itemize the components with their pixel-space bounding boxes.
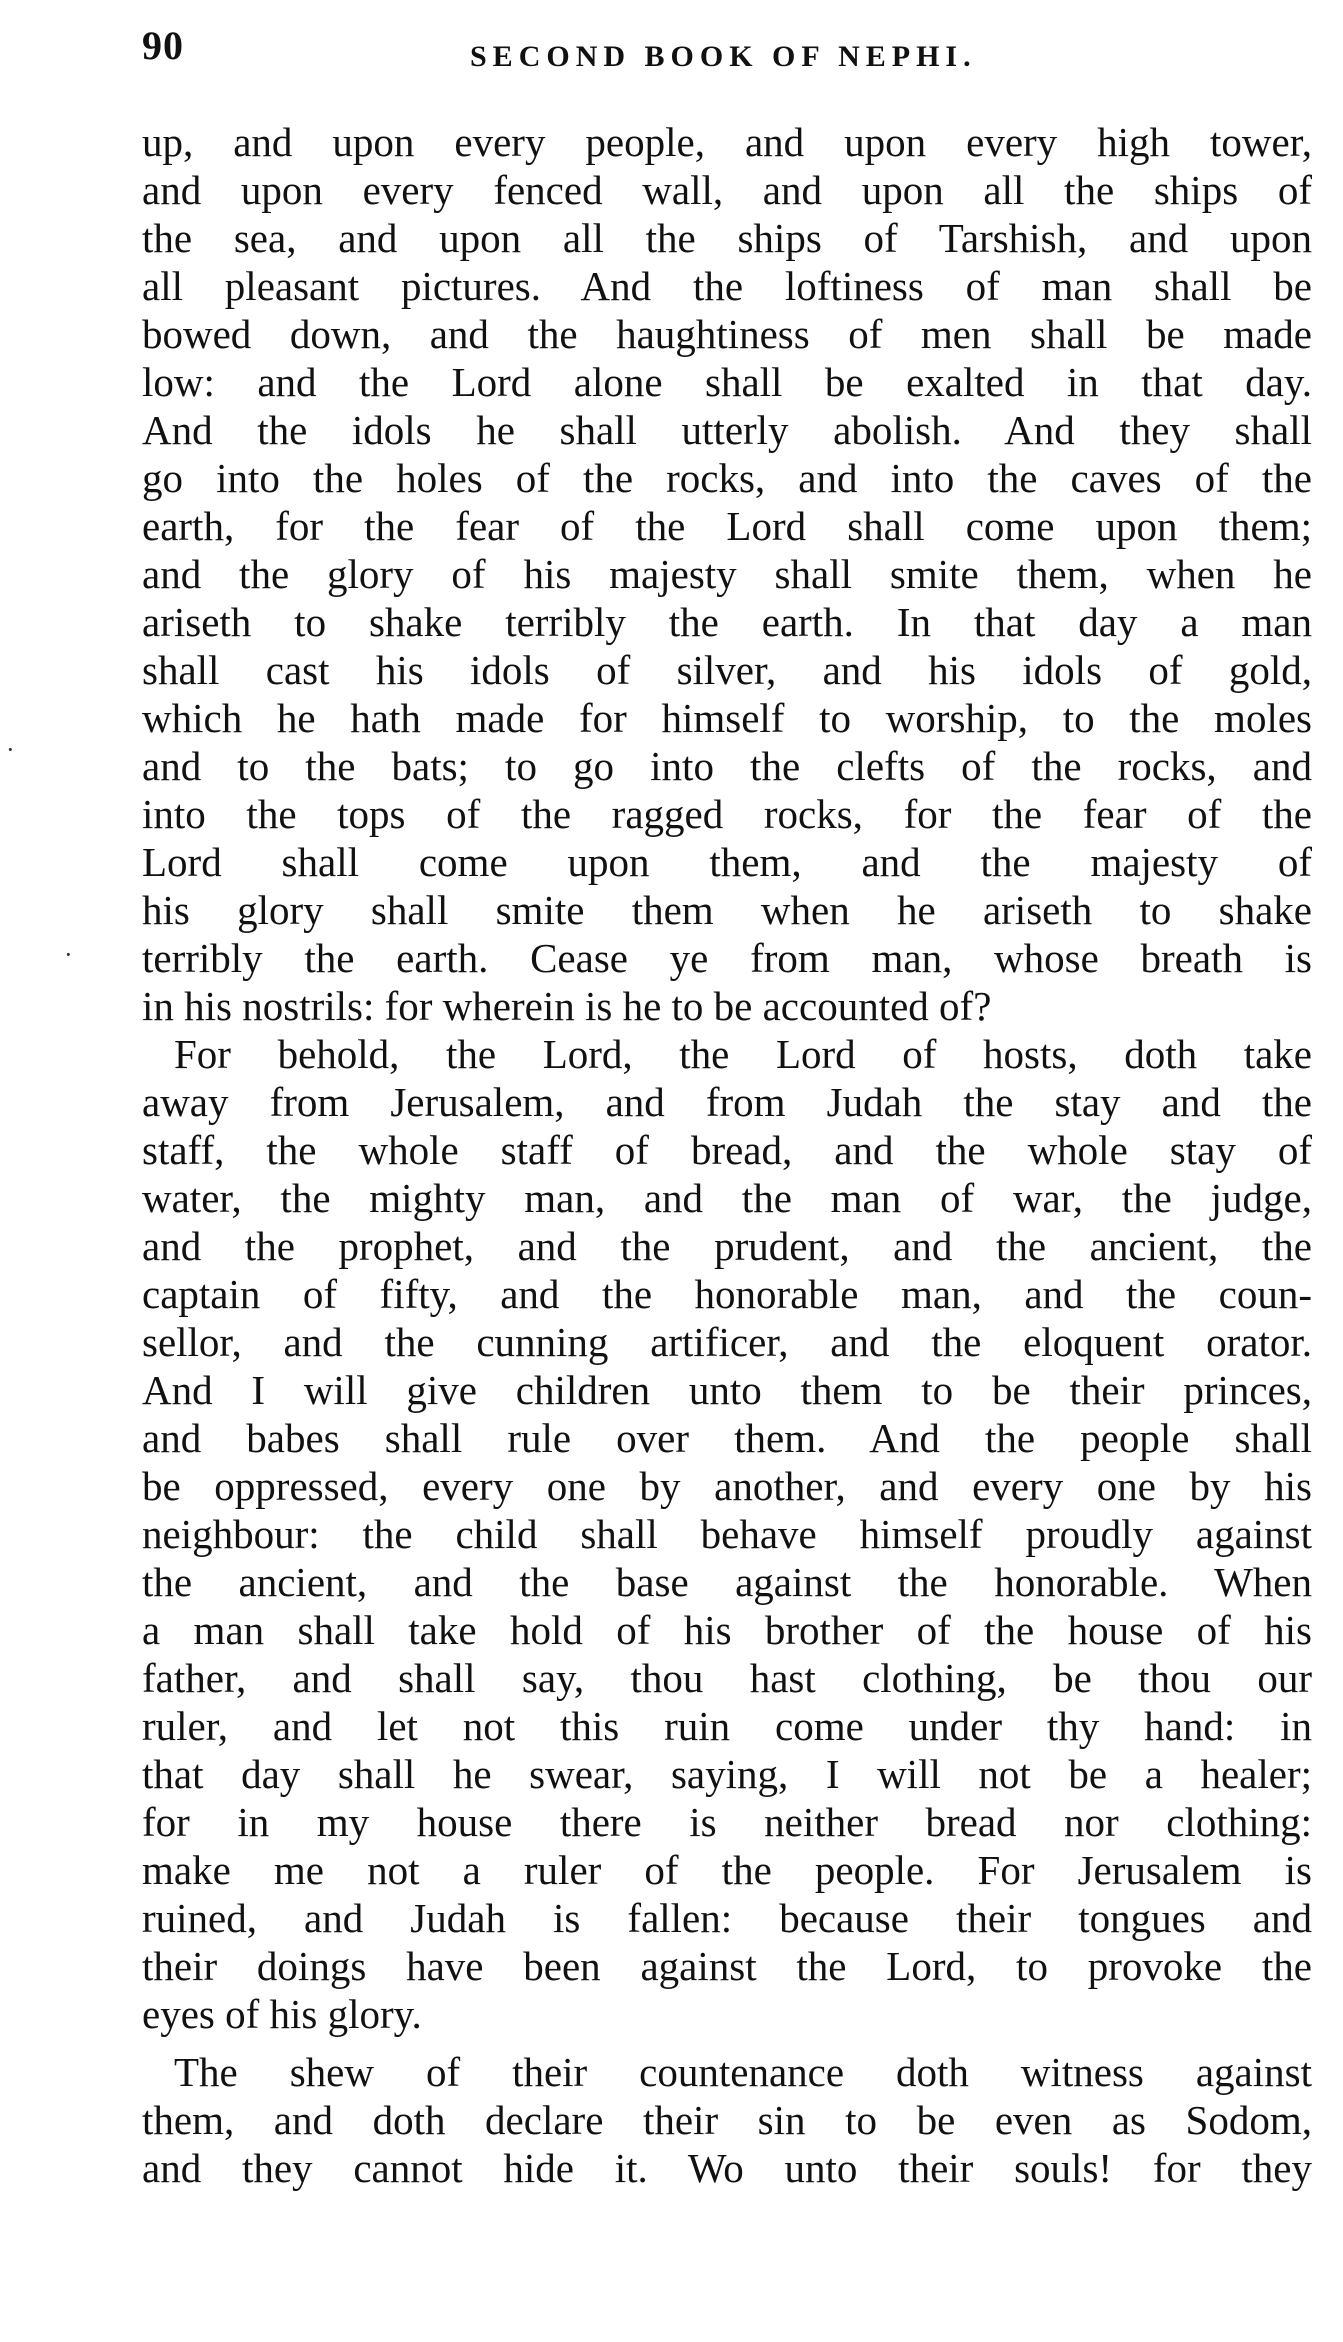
text-line: staff, the whole staff of bread, and the whole stay of <box>142 1127 1312 1173</box>
text-line: low: and the Lord alone shall be exalted in that day. <box>142 359 1312 405</box>
text-line: shall cast his idols of silver, and his idols of gold, <box>142 647 1312 693</box>
text-line: go into the holes of the rocks, and into the caves of the <box>142 455 1312 501</box>
text-line: ruler, and let not this ruin come under thy hand: in <box>142 1703 1312 1749</box>
text-line: father, and shall say, thou hast clothing, be thou our <box>142 1655 1312 1701</box>
text-line: captain of fifty, and the honorable man, and the coun- <box>142 1271 1312 1317</box>
text-line: a man shall take hold of his brother of the house of his <box>142 1607 1312 1653</box>
text-line: up, and upon every people, and upon every high tower, <box>142 119 1312 165</box>
text-line: ruined, and Judah is fallen: because their tongues and <box>142 1895 1312 1941</box>
margin-tick-mark: · <box>64 940 73 969</box>
text-line: the ancient, and the base against the honorable. When <box>142 1559 1312 1605</box>
text-line: for in my house there is neither bread nor clothing: <box>142 1799 1312 1845</box>
text-line: Lord shall come upon them, and the majesty of <box>142 839 1312 885</box>
running-head: SECOND BOOK OF NEPHI. <box>470 40 977 73</box>
text-line: be oppressed, every one by another, and every one by his <box>142 1463 1312 1509</box>
paragraph-start-line: For behold, the Lord, the Lord of hosts, doth take <box>174 1031 1312 1077</box>
text-line: and the glory of his majesty shall smite them, when he <box>142 551 1312 597</box>
body-text <box>142 118 1312 2192</box>
text-line: bowed down, and the haughtiness of men shall be made <box>142 311 1312 357</box>
text-line: and they cannot hide it. Wo unto their souls! for they <box>142 2145 1312 2191</box>
text-line: terribly the earth. Cease ye from man, whose breath is <box>142 935 1312 981</box>
text-line: his glory shall smite them when he ariseth to shake <box>142 887 1312 933</box>
text-line: them, and doth declare their sin to be even as Sodom, <box>142 2097 1312 2143</box>
text-line: water, the mighty man, and the man of war, the judge, <box>142 1175 1312 1221</box>
text-line: into the tops of the ragged rocks, for the fear of the <box>142 791 1312 837</box>
text-line: eyes of his glory. <box>142 1991 422 2037</box>
text-line: and upon every fenced wall, and upon all the ships of <box>142 167 1312 213</box>
text-line: And I will give children unto them to be their princes, <box>142 1367 1312 1413</box>
text-line: sellor, and the cunning artificer, and the eloquent orator. <box>142 1319 1312 1365</box>
margin-dot-mark: · <box>6 735 15 764</box>
text-line: And the idols he shall utterly abolish. And they shall <box>142 407 1312 453</box>
text-line: their doings have been against the Lord, to provoke the <box>142 1943 1312 1989</box>
page-number: 90 <box>142 23 184 68</box>
text-line: make me not a ruler of the people. For Jerusalem is <box>142 1847 1312 1893</box>
text-line: neighbour: the child shall behave himself proudly against <box>142 1511 1312 1557</box>
text-line: which he hath made for himself to worship, to the moles <box>142 695 1312 741</box>
text-line: away from Jerusalem, and from Judah the stay and the <box>142 1079 1312 1125</box>
text-line: and the prophet, and the prudent, and the ancient, the <box>142 1223 1312 1269</box>
text-line: all pleasant pictures. And the loftiness of man shall be <box>142 263 1312 309</box>
text-line: ariseth to shake terribly the earth. In that day a man <box>142 599 1312 645</box>
paragraph-start-line: The shew of their countenance doth witness against <box>174 2049 1312 2095</box>
text-line: and babes shall rule over them. And the people shall <box>142 1415 1312 1461</box>
text-line: and to the bats; to go into the clefts of the rocks, and <box>142 743 1312 789</box>
text-line: in his nostrils: for wherein is he to be accounted of? <box>142 983 992 1029</box>
text-line: the sea, and upon all the ships of Tarshish, and upon <box>142 215 1312 261</box>
text-line: earth, for the fear of the Lord shall come upon them; <box>142 503 1312 549</box>
text-line: that day shall he swear, saying, I will not be a healer; <box>142 1751 1312 1797</box>
